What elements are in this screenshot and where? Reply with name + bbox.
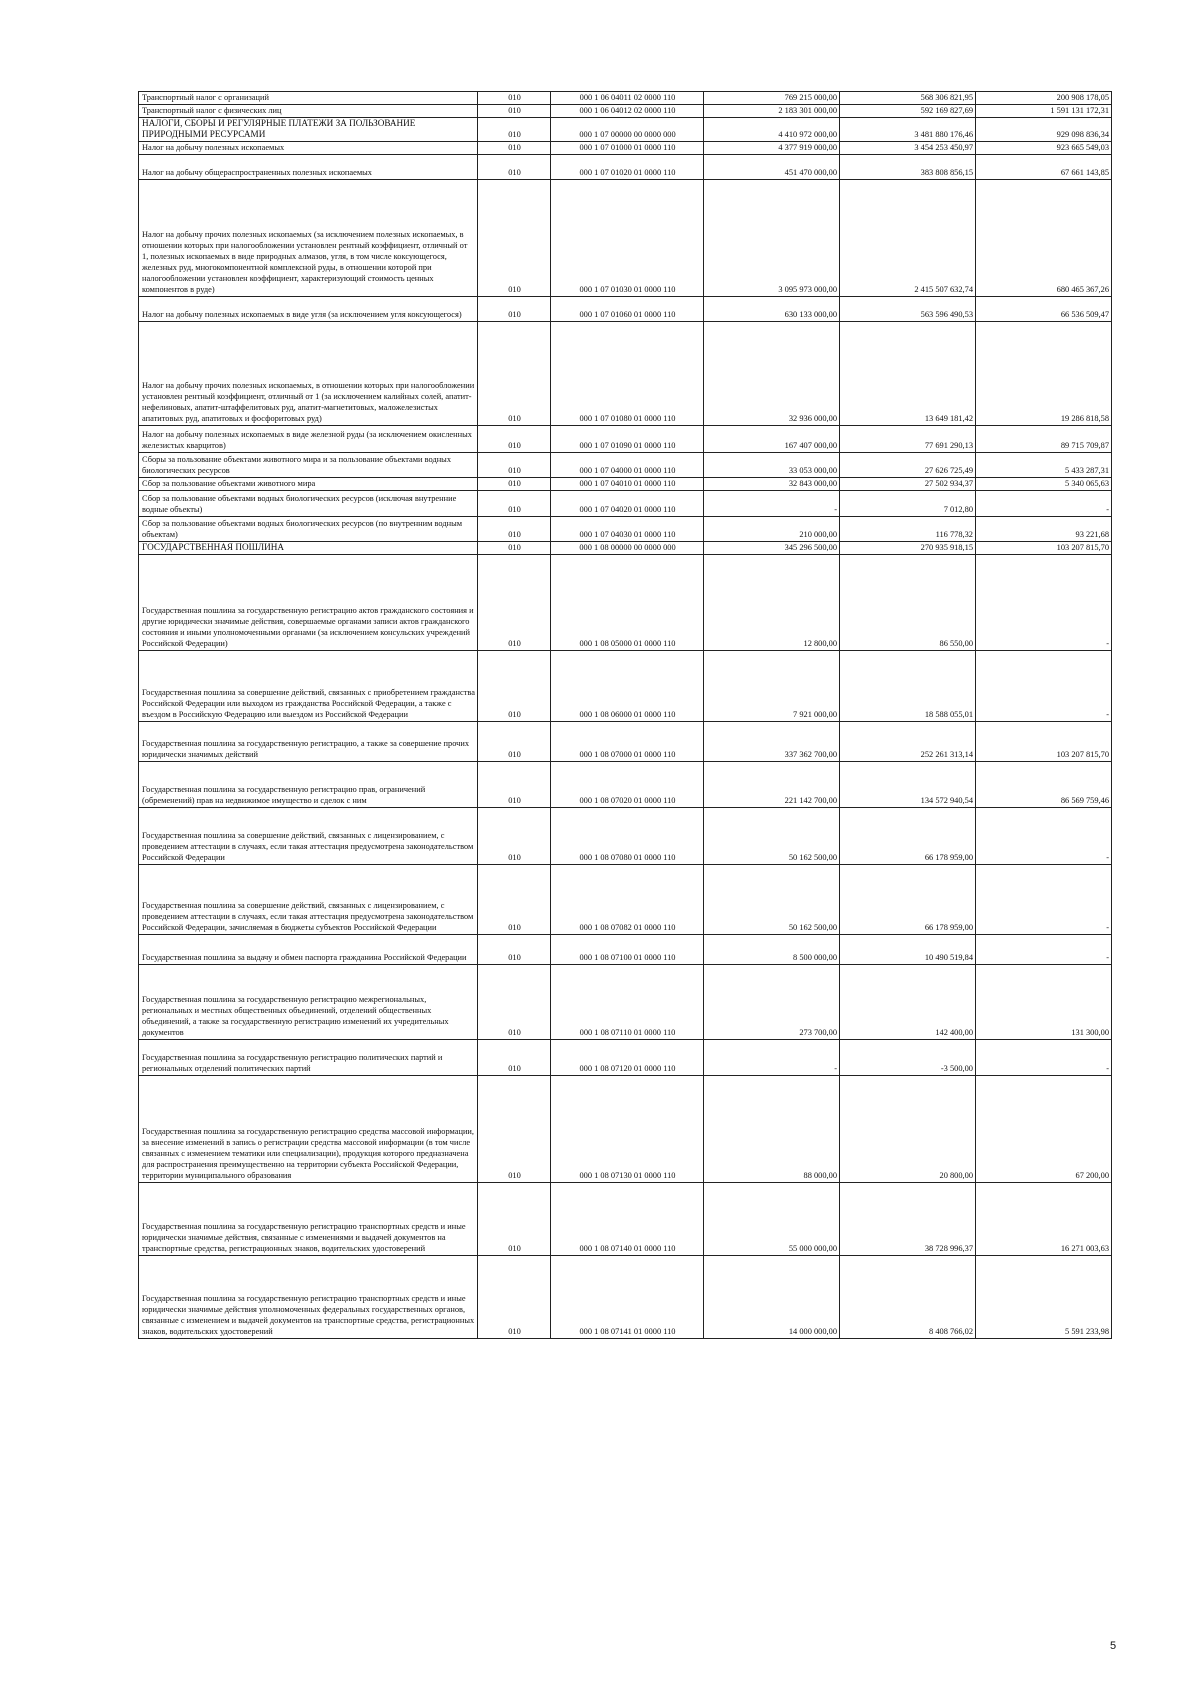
row-name: Государственная пошлина за совершение действий, связанных с приобретением гражданства Российской Федерации или выходом из гражданства Российской Федерации, а также с въездом в Российскую Федерацию или выездом из Российской Федерации xyxy=(139,651,478,722)
row-name: Сбор за пользование объектами водных биологических ресурсов (исключая внутренние водные объекты) xyxy=(139,491,478,517)
row-line-code: 010 xyxy=(478,426,551,453)
row-approved: 630 133 000,00 xyxy=(704,297,840,322)
row-executed: 8 408 766,02 xyxy=(840,1256,976,1339)
row-name: Государственная пошлина за государственную регистрацию транспортных средств и иные юридически значимые действия, связанные с изменениями и выдачей документов на транспортные средства, регистрационных знаков, водительских удостоверений xyxy=(139,1183,478,1256)
row-unexecuted: 19 286 818,58 xyxy=(976,322,1112,426)
table-row xyxy=(139,453,1112,478)
row-unexecuted: 16 271 003,63 xyxy=(976,1183,1112,1256)
row-unexecuted: 66 536 509,47 xyxy=(976,297,1112,322)
row-approved: 345 296 500,00 xyxy=(704,542,840,555)
row-executed: 134 572 940,54 xyxy=(840,762,976,808)
row-budget-code: 000 1 07 04000 01 0000 110 xyxy=(551,453,704,478)
row-executed: 66 178 959,00 xyxy=(840,865,976,935)
row-executed: 86 550,00 xyxy=(840,555,976,651)
row-executed: 592 169 827,69 xyxy=(840,105,976,118)
row-approved: 50 162 500,00 xyxy=(704,808,840,865)
row-unexecuted: 89 715 709,87 xyxy=(976,426,1112,453)
table-row xyxy=(139,1256,1112,1339)
row-line-code: 010 xyxy=(478,92,551,105)
row-line-code: 010 xyxy=(478,935,551,965)
row-executed: 568 306 821,95 xyxy=(840,92,976,105)
row-name: Государственная пошлина за государственную регистрацию прав, ограничений (обременений) прав на недвижимое имущество и сделок с ним xyxy=(139,762,478,808)
row-executed: 116 778,32 xyxy=(840,517,976,542)
row-line-code: 010 xyxy=(478,1183,551,1256)
row-line-code: 010 xyxy=(478,478,551,491)
row-executed: 10 490 519,84 xyxy=(840,935,976,965)
row-unexecuted: - xyxy=(976,865,1112,935)
row-line-code: 010 xyxy=(478,517,551,542)
row-budget-code: 000 1 08 05000 01 0000 110 xyxy=(551,555,704,651)
row-name: Сборы за пользование объектами животного мира и за пользование объектами водных биологических ресурсов xyxy=(139,453,478,478)
table-row xyxy=(139,865,1112,935)
row-unexecuted: 131 300,00 xyxy=(976,965,1112,1040)
row-executed: 66 178 959,00 xyxy=(840,808,976,865)
row-unexecuted: 5 433 287,31 xyxy=(976,453,1112,478)
row-budget-code: 000 1 07 01030 01 0000 110 xyxy=(551,180,704,297)
revenue-table xyxy=(138,91,1112,1339)
row-name: ГОСУДАРСТВЕННАЯ ПОШЛИНА xyxy=(139,542,478,555)
table-row xyxy=(139,426,1112,453)
row-approved: 14 000 000,00 xyxy=(704,1256,840,1339)
row-name: Государственная пошлина за государственную регистрацию транспортных средств и иные юридически значимые действия уполномоченных федеральных государственных органов, связанные с изменением и выдачей документов на транспортные средства, регистрационных знаков, водительских удостоверений xyxy=(139,1256,478,1339)
row-budget-code: 000 1 07 04020 01 0000 110 xyxy=(551,491,704,517)
row-executed: 383 808 856,15 xyxy=(840,155,976,180)
table-body xyxy=(139,92,1112,1339)
row-name: Налог на добычу прочих полезных ископаемых (за исключением полезных ископаемых, в отношении которых при налогообложении установлен рентный коэффициент, отличный от 1, полезных ископаемых в виде природных алмазов, угля, в том числе коксующегося, железных руд, многокомпонентной комплексной руды, в отношении которой при налогообложении установлен коэффициент, характеризующий стоимость ценных компонентов в руде) xyxy=(139,180,478,297)
row-executed: 13 649 181,42 xyxy=(840,322,976,426)
row-budget-code: 000 1 07 00000 00 0000 000 xyxy=(551,118,704,142)
table-row xyxy=(139,478,1112,491)
table-row xyxy=(139,142,1112,155)
row-unexecuted: 67 661 143,85 xyxy=(976,155,1112,180)
row-unexecuted: 86 569 759,46 xyxy=(976,762,1112,808)
row-approved: 50 162 500,00 xyxy=(704,865,840,935)
row-unexecuted: 929 098 836,34 xyxy=(976,118,1112,142)
row-name: Государственная пошлина за государственную регистрацию средства массовой информации, за внесение изменений в запись о регистрации средства массовой информации (в том числе связанных с изменением тематики или специализации), продукция которого предназначена для распространения преимущественно на территории субъекта Российской Федерации, территории муниципального образования xyxy=(139,1076,478,1183)
row-executed: 27 502 934,37 xyxy=(840,478,976,491)
row-approved: 210 000,00 xyxy=(704,517,840,542)
table-row xyxy=(139,762,1112,808)
row-unexecuted: 93 221,68 xyxy=(976,517,1112,542)
table-row xyxy=(139,322,1112,426)
table-row xyxy=(139,555,1112,651)
row-budget-code: 000 1 08 07000 01 0000 110 xyxy=(551,722,704,762)
row-name: Сбор за пользование объектами животного мира xyxy=(139,478,478,491)
row-name: Государственная пошлина за государственную регистрацию межрегиональных, региональных и местных общественных объединений, отделений общественных объединений, а также за государственную регистрацию изменений их учредительных документов xyxy=(139,965,478,1040)
row-budget-code: 000 1 07 01060 01 0000 110 xyxy=(551,297,704,322)
row-line-code: 010 xyxy=(478,453,551,478)
row-budget-code: 000 1 07 04010 01 0000 110 xyxy=(551,478,704,491)
row-line-code: 010 xyxy=(478,1040,551,1076)
row-line-code: 010 xyxy=(478,297,551,322)
row-line-code: 010 xyxy=(478,180,551,297)
row-budget-code: 000 1 08 07130 01 0000 110 xyxy=(551,1076,704,1183)
table-row xyxy=(139,297,1112,322)
row-executed: 3 481 880 176,46 xyxy=(840,118,976,142)
row-budget-code: 000 1 08 06000 01 0000 110 xyxy=(551,651,704,722)
row-approved: 451 470 000,00 xyxy=(704,155,840,180)
table-row xyxy=(139,722,1112,762)
row-line-code: 010 xyxy=(478,118,551,142)
row-budget-code: 000 1 08 07120 01 0000 110 xyxy=(551,1040,704,1076)
row-budget-code: 000 1 06 04011 02 0000 110 xyxy=(551,92,704,105)
row-line-code: 010 xyxy=(478,542,551,555)
table-row xyxy=(139,155,1112,180)
row-unexecuted: 103 207 815,70 xyxy=(976,542,1112,555)
row-name: Сбор за пользование объектами водных биологических ресурсов (по внутренним водным объектам) xyxy=(139,517,478,542)
row-approved: 221 142 700,00 xyxy=(704,762,840,808)
row-unexecuted: 67 200,00 xyxy=(976,1076,1112,1183)
row-executed: 77 691 290,13 xyxy=(840,426,976,453)
row-executed: 270 935 918,15 xyxy=(840,542,976,555)
row-line-code: 010 xyxy=(478,142,551,155)
row-approved: 32 843 000,00 xyxy=(704,478,840,491)
row-executed: 20 800,00 xyxy=(840,1076,976,1183)
row-executed: 27 626 725,49 xyxy=(840,453,976,478)
row-approved: 33 053 000,00 xyxy=(704,453,840,478)
row-executed: -3 500,00 xyxy=(840,1040,976,1076)
table-row xyxy=(139,491,1112,517)
row-unexecuted: - xyxy=(976,555,1112,651)
row-budget-code: 000 1 07 04030 01 0000 110 xyxy=(551,517,704,542)
row-approved: - xyxy=(704,491,840,517)
row-budget-code: 000 1 07 01000 01 0000 110 xyxy=(551,142,704,155)
table-row xyxy=(139,1040,1112,1076)
row-line-code: 010 xyxy=(478,865,551,935)
table-row xyxy=(139,1076,1112,1183)
row-approved: 769 215 000,00 xyxy=(704,92,840,105)
row-executed: 563 596 490,53 xyxy=(840,297,976,322)
row-name: Государственная пошлина за выдачу и обмен паспорта гражданина Российской Федерации xyxy=(139,935,478,965)
row-unexecuted: - xyxy=(976,1040,1112,1076)
row-line-code: 010 xyxy=(478,491,551,517)
row-approved: 7 921 000,00 xyxy=(704,651,840,722)
table-row xyxy=(139,118,1112,142)
row-approved: 12 800,00 xyxy=(704,555,840,651)
row-line-code: 010 xyxy=(478,722,551,762)
row-budget-code: 000 1 08 07140 01 0000 110 xyxy=(551,1183,704,1256)
row-name: Транспортный налог с физических лиц xyxy=(139,105,478,118)
row-approved: 55 000 000,00 xyxy=(704,1183,840,1256)
row-name: Налог на добычу полезных ископаемых xyxy=(139,142,478,155)
row-executed: 18 588 055,01 xyxy=(840,651,976,722)
row-executed: 38 728 996,37 xyxy=(840,1183,976,1256)
row-budget-code: 000 1 07 01090 01 0000 110 xyxy=(551,426,704,453)
table-row xyxy=(139,1183,1112,1256)
row-budget-code: 000 1 06 04012 02 0000 110 xyxy=(551,105,704,118)
row-budget-code: 000 1 08 00000 00 0000 000 xyxy=(551,542,704,555)
row-budget-code: 000 1 08 07110 01 0000 110 xyxy=(551,965,704,1040)
row-budget-code: 000 1 07 01020 01 0000 110 xyxy=(551,155,704,180)
row-budget-code: 000 1 08 07020 01 0000 110 xyxy=(551,762,704,808)
row-name: Налог на добычу прочих полезных ископаемых, в отношении которых при налогообложении установлен рентный коэффициент, отличный от 1 (за исключением калийных солей, апатит-нефелиновых, апатит-штаффелитовых руд, апатит-магнетитовых, маложелезистых апатитовых руд, апатитовых и фосфоритовых руд) xyxy=(139,322,478,426)
row-executed: 252 261 313,14 xyxy=(840,722,976,762)
row-budget-code: 000 1 08 07080 01 0000 110 xyxy=(551,808,704,865)
row-budget-code: 000 1 07 01080 01 0000 110 xyxy=(551,322,704,426)
row-name: Государственная пошлина за совершение действий, связанных с лицензированием, с проведением аттестации в случаях, если такая аттестация предусмотрена законодательством Российской Федерации xyxy=(139,808,478,865)
table-row xyxy=(139,935,1112,965)
row-approved: 167 407 000,00 xyxy=(704,426,840,453)
table-row xyxy=(139,517,1112,542)
row-approved: 4 410 972 000,00 xyxy=(704,118,840,142)
row-name: НАЛОГИ, СБОРЫ И РЕГУЛЯРНЫЕ ПЛАТЕЖИ ЗА ПОЛЬЗОВАНИЕ ПРИРОДНЫМИ РЕСУРСАМИ xyxy=(139,118,478,142)
row-executed: 142 400,00 xyxy=(840,965,976,1040)
row-unexecuted: 5 591 233,98 xyxy=(976,1256,1112,1339)
table-row xyxy=(139,651,1112,722)
row-line-code: 010 xyxy=(478,965,551,1040)
row-name: Налог на добычу полезных ископаемых в виде угля (за исключением угля коксующегося) xyxy=(139,297,478,322)
row-approved: 3 095 973 000,00 xyxy=(704,180,840,297)
row-name: Государственная пошлина за государственную регистрацию, а также за совершение прочих юридически значимых действий xyxy=(139,722,478,762)
row-line-code: 010 xyxy=(478,322,551,426)
row-line-code: 010 xyxy=(478,651,551,722)
row-name: Государственная пошлина за государственную регистрацию актов гражданского состояния и другие юридически значимые действия, совершаемые органами записи актов гражданского состояния и иными уполномоченными органами (за исключением консульских учреждений Российской Федерации) xyxy=(139,555,478,651)
row-approved: 273 700,00 xyxy=(704,965,840,1040)
row-approved: 337 362 700,00 xyxy=(704,722,840,762)
row-unexecuted: - xyxy=(976,935,1112,965)
row-name: Государственная пошлина за совершение действий, связанных с лицензированием, с проведением аттестации в случаях, если такая аттестация предусмотрена законодательством Российской Федерации, зачисляемая в бюджеты субъектов Российской Федерации xyxy=(139,865,478,935)
row-unexecuted: - xyxy=(976,651,1112,722)
row-budget-code: 000 1 08 07100 01 0000 110 xyxy=(551,935,704,965)
page-number: 5 xyxy=(1110,1640,1117,1652)
row-unexecuted: - xyxy=(976,808,1112,865)
row-line-code: 010 xyxy=(478,1076,551,1183)
row-unexecuted: - xyxy=(976,491,1112,517)
row-approved: 8 500 000,00 xyxy=(704,935,840,965)
row-approved: 2 183 301 000,00 xyxy=(704,105,840,118)
row-line-code: 010 xyxy=(478,762,551,808)
row-approved: 88 000,00 xyxy=(704,1076,840,1183)
table-row xyxy=(139,180,1112,297)
table-row xyxy=(139,105,1112,118)
row-unexecuted: 5 340 065,63 xyxy=(976,478,1112,491)
row-unexecuted: 103 207 815,70 xyxy=(976,722,1112,762)
row-unexecuted: 200 908 178,05 xyxy=(976,92,1112,105)
row-name: Налог на добычу общераспространенных полезных ископаемых xyxy=(139,155,478,180)
row-line-code: 010 xyxy=(478,155,551,180)
row-line-code: 010 xyxy=(478,808,551,865)
row-name: Транспортный налог с организаций xyxy=(139,92,478,105)
table-row xyxy=(139,965,1112,1040)
row-executed: 3 454 253 450,97 xyxy=(840,142,976,155)
row-executed: 2 415 507 632,74 xyxy=(840,180,976,297)
row-name: Налог на добычу полезных ископаемых в виде железной руды (за исключением окисленных железистых кварцитов) xyxy=(139,426,478,453)
row-budget-code: 000 1 08 07141 01 0000 110 xyxy=(551,1256,704,1339)
row-unexecuted: 923 665 549,03 xyxy=(976,142,1112,155)
table-row xyxy=(139,542,1112,555)
table-row xyxy=(139,92,1112,105)
table-row xyxy=(139,808,1112,865)
row-unexecuted: 1 591 131 172,31 xyxy=(976,105,1112,118)
row-approved: 32 936 000,00 xyxy=(704,322,840,426)
row-line-code: 010 xyxy=(478,105,551,118)
row-line-code: 010 xyxy=(478,555,551,651)
row-approved: - xyxy=(704,1040,840,1076)
row-approved: 4 377 919 000,00 xyxy=(704,142,840,155)
row-name: Государственная пошлина за государственную регистрацию политических партий и региональных отделений политических партий xyxy=(139,1040,478,1076)
row-unexecuted: 680 465 367,26 xyxy=(976,180,1112,297)
row-budget-code: 000 1 08 07082 01 0000 110 xyxy=(551,865,704,935)
row-executed: 7 012,80 xyxy=(840,491,976,517)
row-line-code: 010 xyxy=(478,1256,551,1339)
